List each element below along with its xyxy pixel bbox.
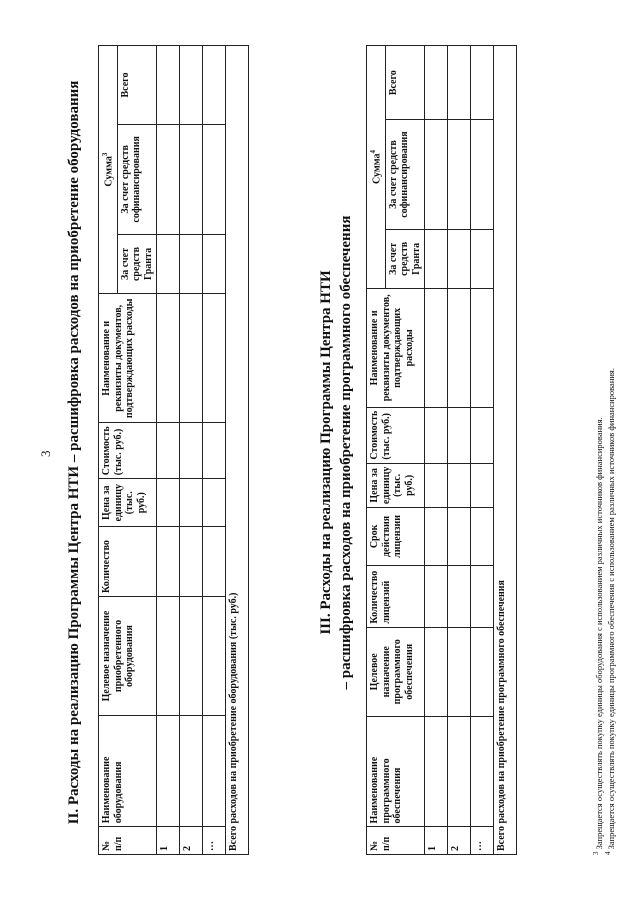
col-name: Наименование оборудования	[99, 716, 157, 827]
row-number: …	[471, 827, 494, 855]
col-sum	[367, 46, 386, 289]
section-3-subtitle: – расшифровка расходов на приобретение программного обеспечения	[338, 215, 354, 690]
col-purpose: Целевое назначение приобретенного оборудования	[99, 596, 157, 715]
col-cofin: За счет средств софинансирования	[117, 125, 157, 235]
col-num: № п/п	[367, 827, 425, 855]
col-licenses: Количество лицензий	[367, 565, 425, 627]
col-name: Наименование программного обеспечения	[367, 716, 425, 827]
footnote-3	[592, 417, 604, 855]
col-unit-price: Цена за единицу (тыс. руб.)	[99, 479, 157, 527]
software-table	[366, 45, 517, 855]
col-sum-label: Сумма	[103, 156, 115, 187]
col-num: № п/п	[99, 827, 157, 855]
table-row	[425, 46, 448, 855]
footnote-text: Запрещается осуществлять покупку единицы оборудования с использованием различных источников финансирования.	[593, 417, 604, 850]
row-number: 2	[448, 827, 471, 855]
footnote-mark: 3	[101, 152, 109, 157]
col-grant: За счет средств Гранта	[385, 229, 425, 288]
col-cost: Стоимость (тыс. руб.)	[99, 423, 157, 479]
table-row	[448, 46, 471, 855]
col-purpose: Целевое назначение программного обеспечения	[367, 627, 425, 716]
table-header-row	[367, 46, 386, 855]
col-grant: За счет средств Гранта	[117, 234, 157, 294]
row-number: 1	[157, 827, 180, 855]
col-sum-label: Сумма	[371, 153, 383, 184]
table-row	[180, 46, 203, 855]
row-number: 1	[425, 827, 448, 855]
equipment-table	[98, 45, 249, 855]
total-row	[494, 46, 517, 855]
col-total: Всего	[117, 46, 157, 125]
section-2-title: II. Расходы на реализацию Программы Центра НТИ – расшифровка расходов на приобретение оборудования	[66, 80, 82, 825]
total-label: Всего расходов на приобретение оборудования (тыс. руб.)	[226, 46, 249, 855]
table-row	[203, 46, 226, 855]
footnote-4	[604, 368, 616, 855]
row-number: 2	[180, 827, 203, 855]
row-number: …	[203, 827, 226, 855]
footnote-mark: 4	[604, 851, 612, 855]
col-cofin: За счет средств софинансирования	[385, 120, 425, 229]
col-docs: Наименование и реквизиты документов, подтверждающих расходы	[99, 294, 157, 423]
table-row	[157, 46, 180, 855]
col-docs: Наименование и реквизиты документов, подтверждающих расходы	[367, 288, 425, 407]
total-label: Всего расходов на приобретение программного обеспечения	[494, 46, 517, 855]
footnote-mark: 3	[592, 851, 600, 855]
col-quantity: Количество	[99, 527, 157, 597]
col-sum	[99, 46, 118, 294]
section-3-title: III. Расходы на реализацию Программы Центра НТИ	[318, 270, 334, 635]
table-header-row	[99, 46, 118, 855]
footnote-mark: 4	[369, 150, 377, 154]
total-row	[226, 46, 249, 855]
col-cost: Стоимость (тыс. руб.)	[367, 407, 425, 463]
footnote-text: Запрещается осуществлять покупку единицы программного обеспечения с использованием различных источников финансирования.	[605, 368, 616, 850]
page-number: 3	[38, 450, 53, 457]
table-row	[471, 46, 494, 855]
col-term: Срок действия лицензии	[367, 508, 425, 566]
col-total: Всего	[385, 46, 425, 120]
col-unit-price: Цена за единицу (тыс. руб.)	[367, 463, 425, 507]
